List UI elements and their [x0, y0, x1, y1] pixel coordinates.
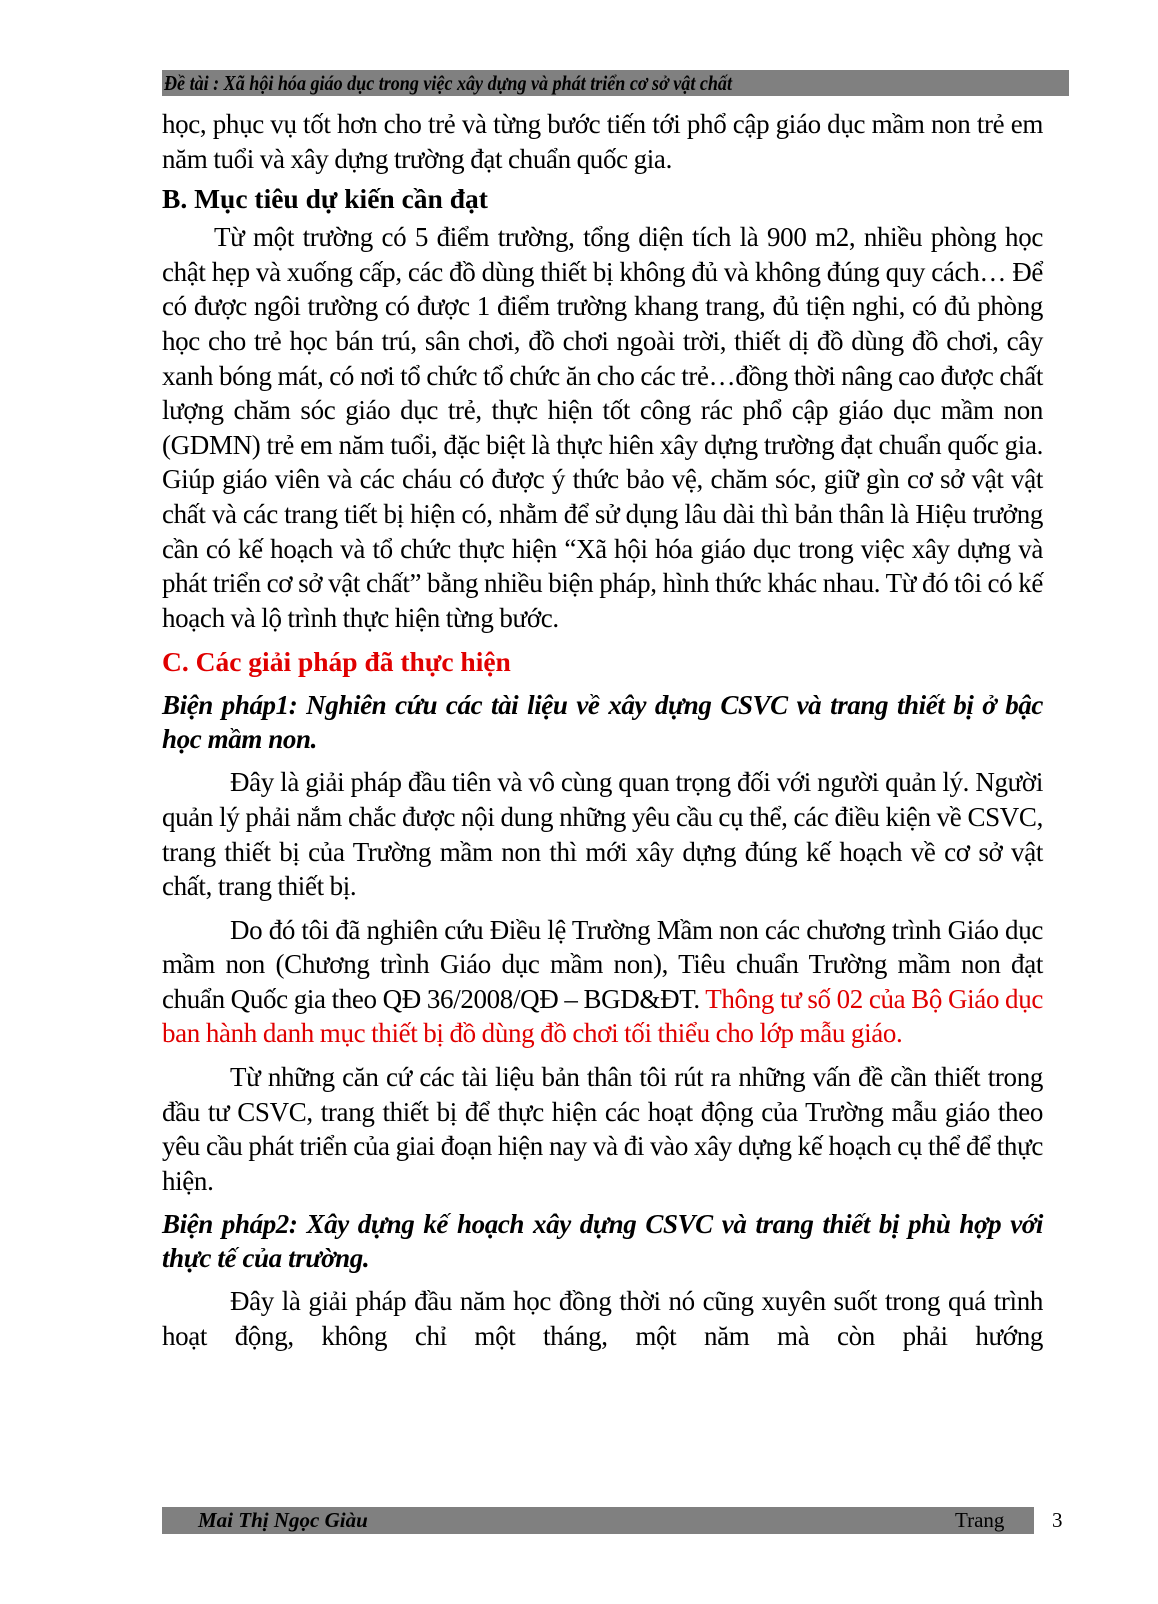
measure1-paragraph2	[162, 913, 1043, 1051]
measure1-heading: Biện pháp1: Nghiên cứu các tài liệu về xây dựng CSVC và trang thiết bị ở bậc học mầm non.	[162, 690, 1043, 755]
measure2-heading: Biện pháp2: Xây dựng kế hoạch xây dựng CSVC và trang thiết bị phù hợp với thực tế của trường.	[162, 1209, 1043, 1274]
section-c-heading: C. Các giải pháp đã thực hiện	[162, 646, 511, 678]
section-b-heading: B. Mục tiêu dự kiến cần đạt	[162, 183, 488, 215]
footer-author: Mai Thị Ngọc Giàu	[198, 1508, 368, 1532]
measure2-paragraph1: Đây là giải pháp đầu năm học đồng thời nó cũng xuyên suốt trong quá trình hoạt động, không chỉ một tháng, một năm mà còn phải hướng	[162, 1286, 1043, 1352]
document-body	[162, 107, 1043, 1354]
measure1-paragraph3: Từ những căn cứ các tài liệu bản thân tôi rút ra những vấn đề cần thiết trong đầu tư CSVC, trang thiết bị để thực hiện các hoạt động của Trường mẫu giáo theo yêu cầu phát triển của giai đoạn hiện nay và đi vào xây dựng kế hoạch cụ thể để thực hiện.	[162, 1062, 1043, 1196]
measure1-paragraph2-red-text: Thông tư số 02 của Bộ Giáo dục ban hành danh mục thiết bị đồ dùng đồ chơi tối thiểu cho lớp mẫu giáo.	[162, 983, 1043, 1049]
footer-page-number: 3	[1052, 1508, 1063, 1532]
measure1-paragraph1: Đây là giải pháp đầu tiên và vô cùng quan trọng đối với người quản lý. Người quản lý phải nắm chắc được nội dung những yêu cầu cụ thể, các điều kiện về CSVC, trang thiết bị của Trường mầm non thì mới xây dựng đúng kế hoạch về cơ sở vật chất, trang thiết bị.	[162, 767, 1043, 902]
intro-continuation: học, phục vụ tốt hơn cho trẻ và từng bước tiến tới phổ cập giáo dục mầm non trẻ em năm tuổi và xây dựng trường đạt chuẩn quốc gia.	[162, 109, 1043, 174]
section-b-paragraph: Từ một trường có 5 điểm trường, tổng diện tích là 900 m2, nhiều phòng học chật hẹp và xuống cấp, các đồ dùng thiết bị không đủ và không đúng quy cách… Để có được ngôi trường có được 1 điểm trường khang trang, đủ tiện nghi, có đủ phòng học cho trẻ học bán trú, sân chơi, đồ chơi ngoài trời, thiết dị đồ dùng đồ chơi, cây xanh bóng mát, có nơi tổ chức tổ chức ăn cho các trẻ…đồng thời nâng cao được chất lượng chăm sóc giáo dục trẻ, thực hiện tốt công rác phổ cập giáo dục mầm non (GDMN) trẻ em năm tuổi, đặc biệt là thực hiên xây dựng trường đạt chuẩn quốc gia. Giúp giáo viên và các cháu có được ý thức bảo vệ, chăm sóc, giữ gìn cơ sở vật vật chất và các trang tiết bị hiện có, nhằm để sử dụng lâu dài thì bản thân là Hiệu trưởng cần có kế hoạch và tổ chức thực hiện “Xã hội hóa giáo dục trong việc xây dựng và phát triển cơ sở vật chất” bằng nhiều biện pháp, hình thức khác nhau. Từ đó tôi có kế hoạch và lộ trình thực hiện từng bước.	[162, 222, 1043, 633]
footer-page-label: Trang	[955, 1508, 1005, 1532]
document-title: Đề tài : Xã hội hóa giáo dục trong việc xây dựng và phát triển cơ sở vật chất	[164, 71, 732, 95]
measure1-paragraph2-text: Do đó tôi đã nghiên cứu Điều lệ Trường Mầm non các chương trình Giáo dục mầm non (Chương trình Giáo dục mầm non), Tiêu chuẩn Trường mầm non đạt chuẩn Quốc gia theo QĐ 36/2008/QĐ – BGD&ĐT.	[162, 914, 1043, 1014]
